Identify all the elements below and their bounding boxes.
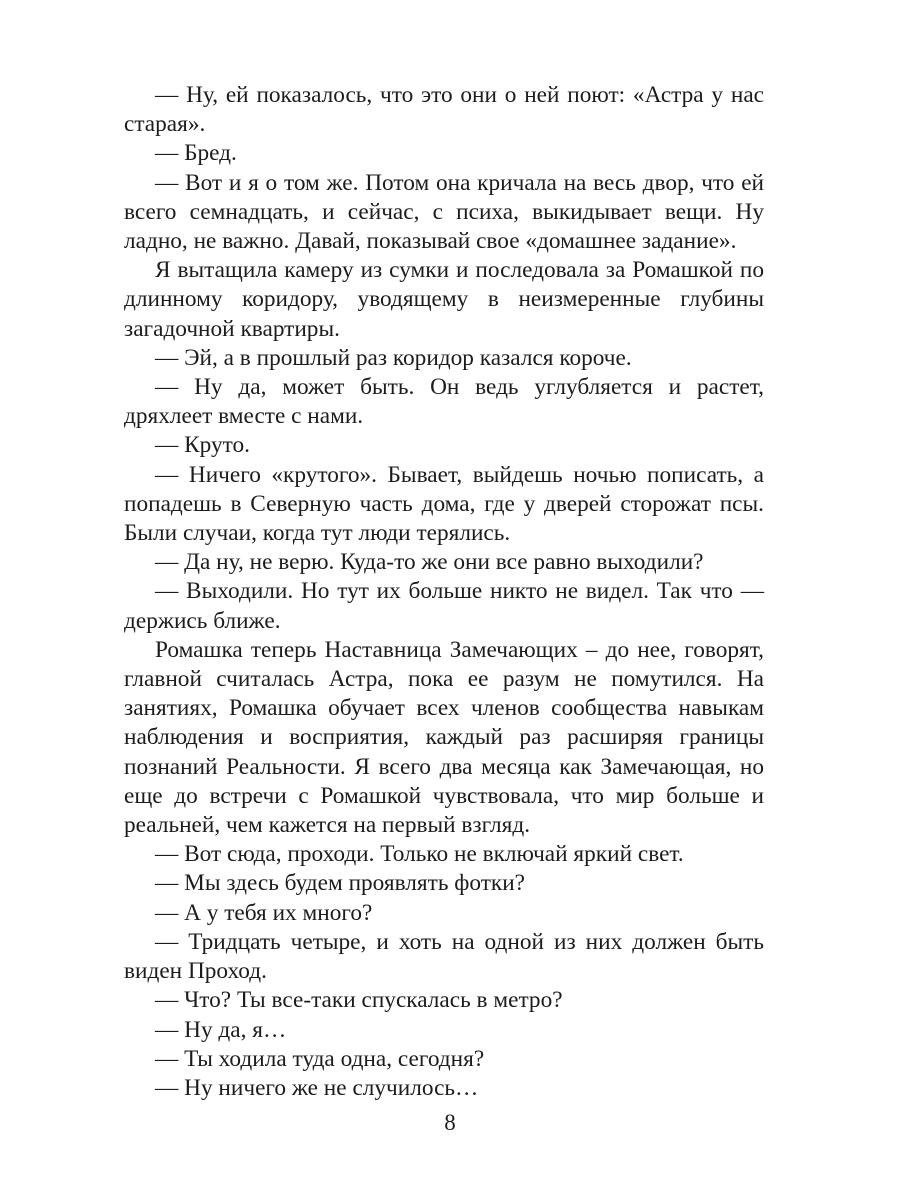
paragraph: — Тридцать четыре, и хоть на одной из них должен быть виден Проход. (124, 928, 764, 985)
paragraph: — Круто. (155, 432, 250, 459)
paragraph: — Бред. (155, 140, 237, 167)
paragraph: — Ну да, я… (155, 1016, 287, 1043)
paragraph: — Вот сюда, проходи. Только не включай яркий свет. (155, 841, 684, 868)
paragraph: — Ты ходила туда одна, сегодня? (155, 1045, 485, 1072)
paragraph: — Что? Ты все-таки спускалась в метро? (155, 987, 563, 1014)
paragraph: — Да ну, не верю. Куда-то же они все равно выходили? (155, 549, 704, 576)
paragraph: — Выходили. Но тут их больше никто не видел. Так что — держись ближе. (124, 578, 764, 634)
page-number: 8 (444, 1110, 456, 1135)
paragraph: Я вытащила камеру из сумки и последовала за Ромашкой по длинному коридору, уводящему в неизмеренные глубины загадочной квартиры. (124, 257, 764, 342)
paragraph: — Ну да, может быть. Он ведь углубляется и растет, дряхлеет вместе с нами. (124, 374, 764, 430)
paragraph: — Ну ничего же не случилось… (155, 1074, 479, 1101)
paragraph: — Ну, ей показалось, что это они о ней поют: «Астра у нас старая». (124, 82, 764, 138)
page-body-text (124, 81, 764, 1103)
paragraph: Ромашка теперь Наставница Замечающих – до нее, говорят, главной считалась Астра, пока ее разум не помутился. На занятиях, Ромашка обучает всех членов сообщества навыкам наблюдения и восприятия, каждый раз расширяя границы познаний Реальности. Я всего два месяца как Замечающая, но еще до встречи с Ромашкой чувствовала, что мир больше и реальней, чем кажется на первый взгляд. (124, 636, 764, 839)
paragraph: — Эй, а в прошлый раз коридор казался короче. (155, 344, 632, 371)
paragraph: — Ничего «крутого». Бывает, выйдешь ночью пописать, а попадешь в Северную часть дома, где у дверей сторожат псы. Были случаи, когда тут люди терялись. (124, 461, 764, 547)
paragraph: — Мы здесь будем проявлять фотки? (155, 870, 526, 897)
paragraph: — А у тебя их много? (155, 899, 373, 926)
paragraph: — Вот и я о том же. Потом она кричала на весь двор, что ей всего семнадцать, и сейчас, с психа, выкидывает вещи. Ну ладно, не важно. Давай, показывай свое «домашнее задание». (124, 169, 764, 255)
